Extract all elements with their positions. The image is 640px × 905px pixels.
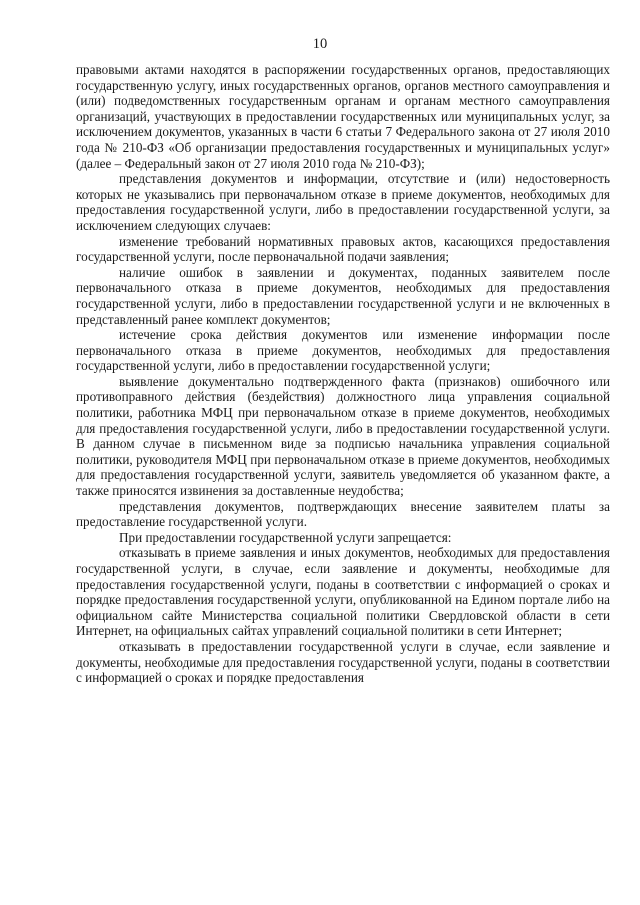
paragraph-requirements-change: изменение требований нормативных правовых актов, касающихся предоставления государственной услуги, после первоначальной подачи заявления; — [76, 233, 610, 265]
paragraph-refuse-acceptance: отказывать в приеме заявления и иных документов, необходимых для предоставления государственной услуги, в случае, если заявление и документы, необходимые для предоставления государственной услуги, поданы в соответствии с информацией о сроках и порядке предоставления государственной услуги, опубликованной на Едином портале либо на официальном сайте Министерства социальной политики Свердловской области в сети Интернет, на официальных сайтах управлений социальной политики в сети Интернет; — [76, 545, 610, 639]
paragraph-application-errors: наличие ошибок в заявлении и документах, поданных заявителем после первоначального отказа в приеме документов, необходимых для предоставления государственной услуги, либо в предоставлении государственной услуги и не включенных в представленный ранее комплект документов; — [76, 264, 610, 327]
document-body — [76, 62, 610, 686]
page-number: 10 — [312, 36, 328, 52]
paragraph-erroneous-action: выявление документально подтвержденного факта (признаков) ошибочного или противоправного действия (бездействия) должностного лица управления социальной политики, работника МФЦ при первоначальном отказе в приеме документов, необходимых для предоставления государственной услуги, либо в предоставлении государственной услуги. В данном случае в письменном виде за подписью начальника управления социальной политики, руководителя МФЦ при первоначальном отказе в приеме документов, необходимых для предоставления государственной услуги, заявитель уведомляется об указанном факте, а также приносятся извинения за доставленные неудобства; — [76, 373, 610, 499]
paragraph-prohibitions-heading: При предоставлении государственной услуги запрещается: — [119, 529, 452, 545]
paragraph-refuse-provision: отказывать в предоставлении государственной услуги в случае, если заявление и документы, необходимые для предоставления государственной услуги, поданы в соответствии с информацией о сроках и порядке предоставления — [76, 638, 610, 686]
paragraph-payment-documents: представления документов, подтверждающих внесение заявителем платы за предоставление государственной услуги. — [76, 498, 610, 530]
paragraph-documents-information: представления документов и информации, отсутствие и (или) недостоверность которых не указывались при первоначальном отказе в приеме документов, необходимых для предоставления государственной услуги, либо в предоставлении государственной услуги, за исключением следующих случаев: — [76, 171, 610, 233]
paragraph-documents-expiry: истечение срока действия документов или изменение информации после первоначального отказа в приеме документов, необходимых для предоставления государственной услуги, либо в предоставлении государственной услуги; — [76, 327, 610, 374]
paragraph-continuation: правовыми актами находятся в распоряжении государственных органов, предоставляющих государственную услугу, иных государственных органов, органов местного самоуправления и (или) подведомственных государственным органам и органам местного самоуправления организаций, участвующих в предоставлении государственных или муниципальных услуг, за исключением документов, указанных в части 6 статьи 7 Федерального закона от 27 июля 2010 года № 210-ФЗ «Об организации предоставления государственных и муниципальных услуг» (далее – Федеральный закон от 27 июля 2010 года № 210-ФЗ); — [76, 62, 610, 171]
